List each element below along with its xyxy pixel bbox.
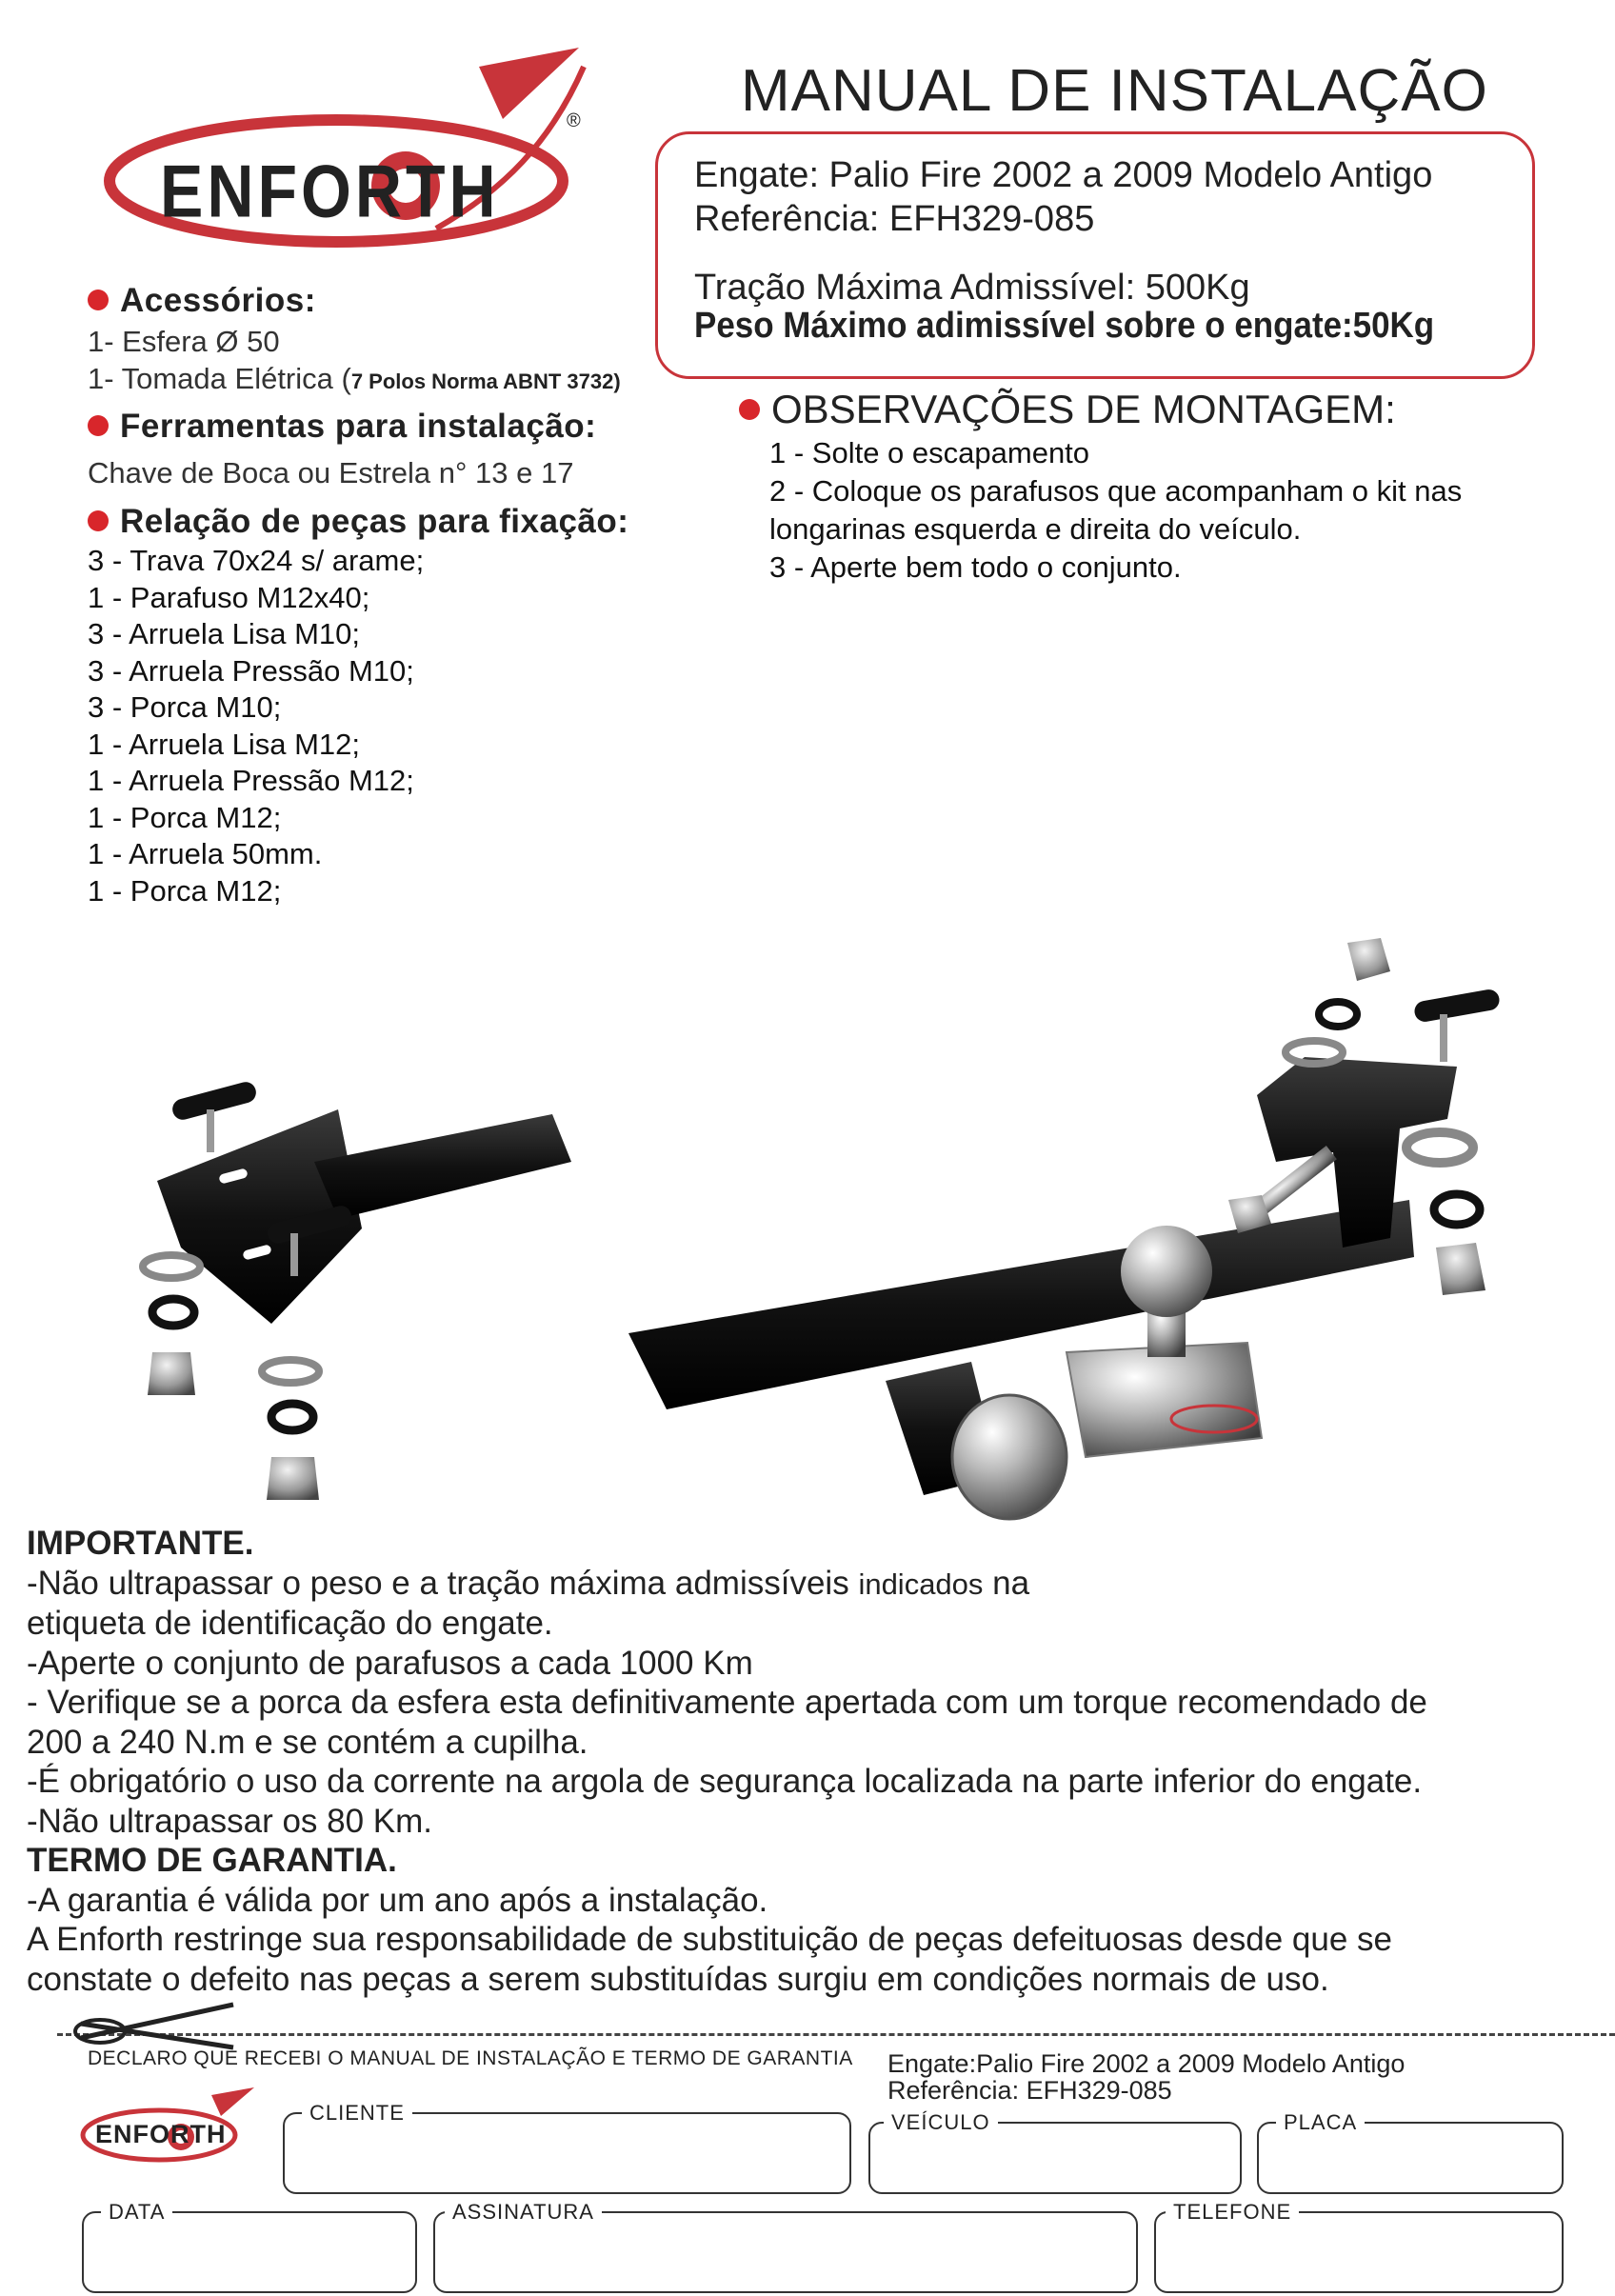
accessory-item: 1- Esfera Ø 50 <box>88 325 280 358</box>
veiculo-label: VEÍCULO <box>884 2110 998 2135</box>
brand-logo <box>103 48 636 267</box>
accessories-section <box>88 282 621 400</box>
product-engate: Engate: Palio Fire 2002 a 2009 Modelo Antigo <box>694 155 1433 195</box>
tools-title: Ferramentas para instalação: <box>120 408 597 445</box>
warranty-line: A Enforth restringe sua responsabilidade de substituição de peças defeituosas desde que se <box>27 1921 1393 1958</box>
assinatura-field[interactable] <box>433 2200 1138 2293</box>
important-line: -É obrigatório o uso da corrente na argola de segurança localizada na parte inferior do engate. <box>27 1763 1423 1800</box>
bullet-icon <box>88 289 109 310</box>
towbar-icon <box>133 924 1524 1533</box>
parts-title: Relação de peças para fixação: <box>120 503 629 540</box>
observation-item: 1 - Solte o escapamento <box>769 436 1090 469</box>
declaration-text: DECLARO QUE RECEBI O MANUAL DE INSTALAÇÃO E TERMO DE GARANTIA <box>88 2047 853 2069</box>
placa-field[interactable] <box>1257 2110 1564 2194</box>
tomada-note: 7 Polos Norma ABNT 3732) <box>350 369 621 393</box>
logo-text: ENFORTH <box>160 150 500 233</box>
product-referencia: Referência: EFH329-085 <box>694 199 1095 239</box>
part-item: 1 - Parafuso M12x40; <box>88 580 370 614</box>
cut-line <box>57 2033 1615 2036</box>
important-line: -Não ultrapassar os 80 Km. <box>27 1802 433 1840</box>
part-item: 1 - Porca M12; <box>88 873 282 908</box>
observations-section <box>739 387 1462 587</box>
telefone-field[interactable] <box>1154 2200 1564 2293</box>
page-title: MANUAL DE INSTALAÇÃO <box>741 58 1488 124</box>
tools-section <box>88 408 596 492</box>
parts-section <box>88 503 628 909</box>
warranty-line: -A garantia é válida por um ano após a instalação. <box>27 1881 768 1919</box>
product-info-box <box>655 131 1535 379</box>
important-line: etiqueta de identificação do engate. <box>27 1605 553 1642</box>
data-field[interactable] <box>82 2200 417 2293</box>
observations-list <box>769 434 1462 587</box>
observation-item: longarinas esquerda e direita do veículo. <box>769 512 1302 546</box>
footer-logo <box>78 2086 269 2171</box>
footer-referencia: Referência: EFH329-085 <box>887 2076 1172 2105</box>
product-peso: Peso Máximo adimissível sobre o engate:50Kg <box>694 306 1435 346</box>
observations-title: OBSERVAÇÕES DE MONTAGEM: <box>771 387 1396 431</box>
placa-label: PLACA <box>1276 2110 1365 2135</box>
warranty-line: constate o defeito nas peças a serem substituídas surgiu em condições normais de uso. <box>27 1960 1329 1998</box>
important-line: - Verifique se a porca da esfera esta definitivamente apertada com um torque recomendado de <box>27 1684 1427 1721</box>
observation-item: 2 - Coloque os parafusos que acompanham o kit nas <box>769 474 1463 508</box>
footer-engate: Engate:Palio Fire 2002 a 2009 Modelo Antigo <box>887 2049 1406 2078</box>
part-item: 1 - Arruela Lisa M12; <box>88 727 361 761</box>
tool-item: Chave de Boca ou Estrela n° 13 e 17 <box>88 456 574 489</box>
important-section <box>27 1524 1427 1999</box>
footer-logo-text: ENFORTH <box>95 2120 227 2148</box>
parts-list <box>88 543 628 909</box>
registered-mark: ® <box>567 110 581 131</box>
important-line: -Aperte o conjunto de parafusos a cada 1000 Km <box>27 1644 753 1682</box>
accessories-title: Acessórios: <box>120 282 316 319</box>
bullet-icon <box>739 399 760 420</box>
towbar-illustration <box>133 924 1524 1533</box>
observation-item: 3 - Aperte bem todo o conjunto. <box>769 550 1182 584</box>
product-tracao: Tração Máxima Admissível: 500Kg <box>694 268 1250 308</box>
part-item: 1 - Porca M12; <box>88 800 282 834</box>
data-label: DATA <box>101 2200 172 2225</box>
assinatura-label: ASSINATURA <box>445 2200 602 2225</box>
part-item: 1 - Arruela 50mm. <box>88 837 323 870</box>
bullet-icon <box>88 510 109 531</box>
telefone-label: TELEFONE <box>1166 2200 1299 2225</box>
important-line: -Não ultrapassar o peso e a tração máxima admissíveis indicados na <box>27 1564 1030 1602</box>
part-item: 3 - Porca M10; <box>88 690 282 724</box>
bullet-icon <box>88 415 109 436</box>
cliente-label: CLIENTE <box>302 2101 412 2126</box>
veiculo-field[interactable] <box>868 2110 1242 2194</box>
part-item: 3 - Arruela Lisa M10; <box>88 617 361 650</box>
warranty-title: TERMO DE GARANTIA. <box>27 1842 397 1879</box>
part-item: 1 - Arruela Pressão M12; <box>88 764 414 797</box>
important-line: 200 a 240 N.m e se contém a cupilha. <box>27 1723 588 1761</box>
important-title: IMPORTANTE. <box>27 1525 254 1562</box>
cliente-field[interactable] <box>283 2101 851 2194</box>
part-item: 3 - Trava 70x24 s/ arame; <box>88 544 425 577</box>
accessory-item: 1- Tomada Elétrica (7 Polos Norma ABNT 3732) <box>88 361 621 395</box>
part-item: 3 - Arruela Pressão M10; <box>88 653 414 688</box>
